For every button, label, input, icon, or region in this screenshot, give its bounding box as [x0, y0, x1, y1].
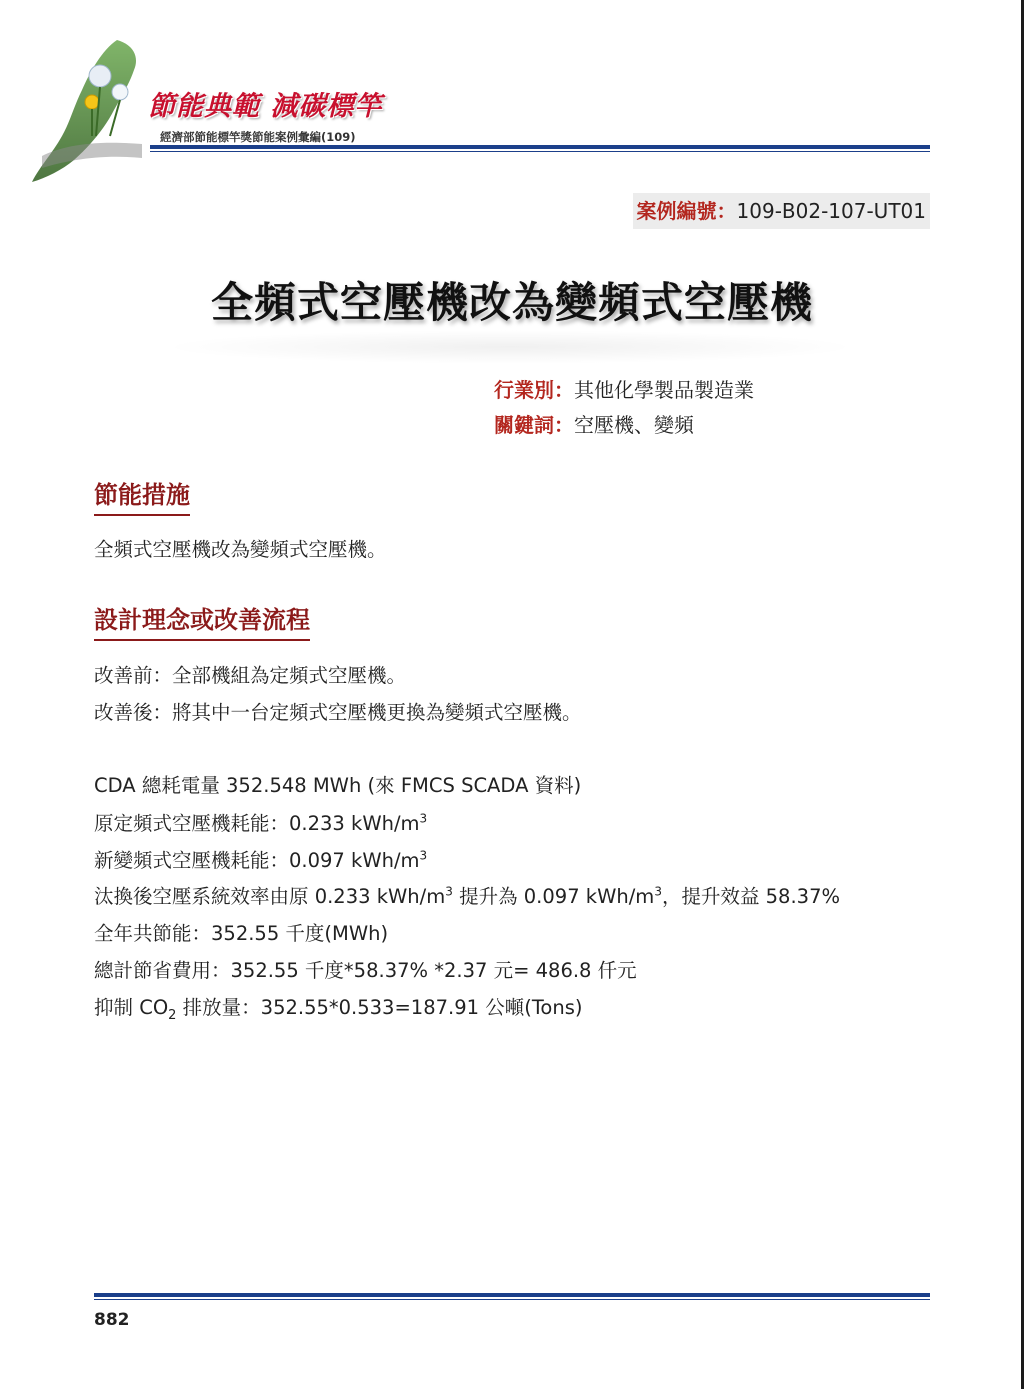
cost-saving-text: 總計節省費用：352.55 千度*58.37% *2.37 元= 486.8 仟元	[94, 959, 637, 982]
cda-text: CDA 總耗電量 352.548 MWh (來 FMCS SCADA 資料)	[94, 774, 582, 797]
footer-rule-thin	[94, 1299, 930, 1300]
footer-rule	[94, 1293, 930, 1297]
title-container	[0, 270, 1024, 330]
section-heading-measures: 節能措施	[94, 475, 190, 516]
new-consumption-text	[94, 845, 427, 873]
superscript: 3	[419, 811, 428, 826]
efficiency-part1: 汰換後空壓系統效率由原 0.233 kWh/m	[94, 885, 446, 908]
title-shadow	[160, 330, 860, 364]
industry-label: 行業別：	[494, 378, 574, 402]
co2-prefix: 抑制 CO	[94, 996, 169, 1019]
efficiency-part3: ，提升效益 58.37%	[661, 885, 841, 908]
case-number	[633, 193, 930, 229]
page-number: 882	[94, 1310, 130, 1330]
orig-consumption-value: 原定頻式空壓機耗能：0.233 kWh/m	[94, 812, 420, 835]
brand-title: 節能典範 減碳標竿	[148, 91, 383, 122]
keywords-label: 關鍵詞：	[494, 413, 574, 437]
keywords-line	[494, 409, 694, 438]
efficiency-text	[94, 881, 840, 909]
superscript: 3	[654, 884, 662, 899]
new-consumption-value: 新變頻式空壓機耗能：0.097 kWh/m	[94, 849, 420, 872]
superscript: 3	[445, 884, 453, 899]
after-text: 改善後：將其中一台定頻式空壓機更換為變頻式空壓機。	[94, 701, 582, 724]
case-number-value: 109-B02-107-UT01	[736, 199, 926, 223]
header-rule-thin	[150, 151, 930, 152]
taiwan-logo-icon	[22, 36, 162, 186]
brand-subtitle: 經濟部節能標竿獎節能案例彙編(109)	[160, 130, 356, 144]
measures-text: 全頻式空壓機改為變頻式空壓機。	[94, 538, 387, 561]
annual-saving-text: 全年共節能：352.55 千度(MWh)	[94, 922, 389, 945]
before-text: 改善前：全部機組為定頻式空壓機。	[94, 664, 407, 687]
industry-value: 其他化學製品製造業	[574, 378, 754, 402]
industry-line	[494, 374, 754, 403]
co2-suffix: 排放量：352.55*0.533=187.91 公噸(Tons)	[182, 996, 583, 1019]
subscript: 2	[168, 1007, 177, 1023]
page-title: 全頻式空壓機改為變頻式空壓機	[210, 278, 813, 327]
keywords-value: 空壓機、變頻	[574, 413, 694, 437]
superscript: 3	[419, 848, 428, 863]
section-heading-design: 設計理念或改善流程	[94, 600, 310, 641]
efficiency-part2: 提升為 0.097 kWh/m	[459, 885, 655, 908]
header-rule	[150, 145, 930, 149]
orig-consumption-text	[94, 808, 427, 836]
case-number-label: 案例編號：	[636, 199, 737, 223]
co2-text	[94, 992, 583, 1023]
